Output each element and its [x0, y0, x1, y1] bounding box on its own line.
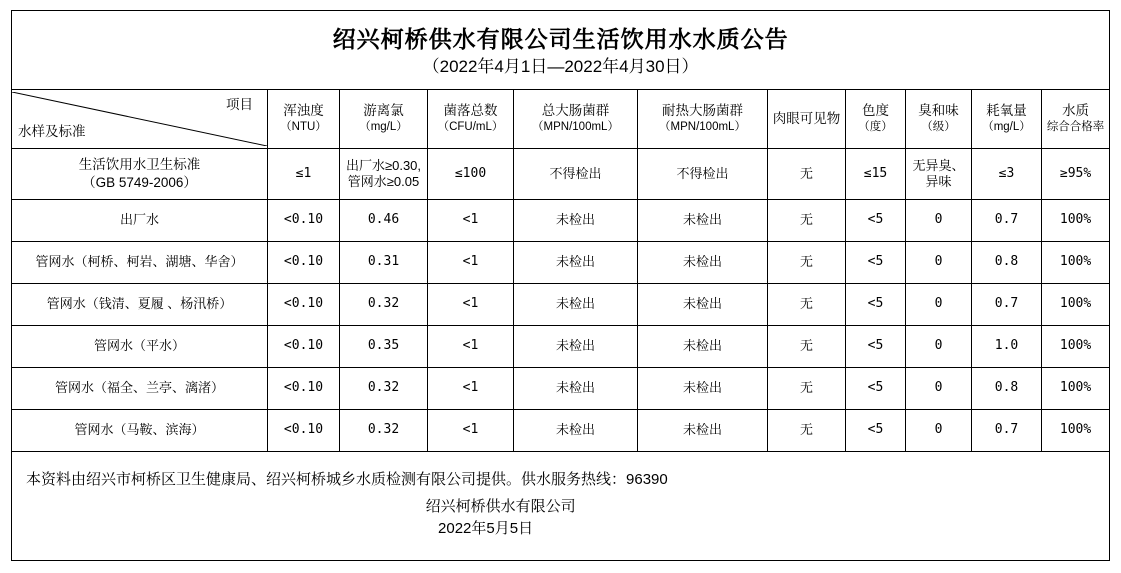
report-title-cell [12, 11, 1110, 56]
cell-oxygen-consumption: 0.7 [972, 410, 1042, 452]
cell-total-coliform: 未检出 [514, 368, 638, 410]
footer-cell [12, 452, 1110, 561]
header-sample-label: 水样及标准 [18, 124, 86, 140]
cell-turbidity: <0.10 [268, 200, 340, 242]
table-row [12, 284, 1110, 326]
header-col-unit: 综合合格率 [1046, 121, 1105, 134]
cell-odor-taste: 0 [906, 284, 972, 326]
header-col-name: 总大肠菌群 [541, 103, 610, 119]
table-row [12, 368, 1110, 410]
cell-turbidity: <0.10 [268, 284, 340, 326]
cell-visible-matter: 无 [768, 368, 846, 410]
cell-turbidity: <0.10 [268, 410, 340, 452]
cell-odor-taste: 0 [906, 368, 972, 410]
cell-standard-chroma: ≤15 [846, 149, 906, 200]
header-col-name: 水质 [1062, 103, 1090, 119]
row-label: 管网水（马鞍、滨海） [12, 410, 268, 452]
cell-turbidity: <0.10 [268, 368, 340, 410]
cell-colony-count: <1 [428, 200, 514, 242]
standard-name: 生活饮用水卫生标准 [78, 157, 201, 173]
cell-colony-count: <1 [428, 284, 514, 326]
cell-standard-turbidity: ≤1 [268, 149, 340, 200]
cell-pass-rate: 100% [1042, 242, 1110, 284]
header-col-unit: （mg/L） [982, 121, 1031, 134]
cell-oxygen-consumption: 0.7 [972, 284, 1042, 326]
row-label: 管网水（平水） [12, 326, 268, 368]
table-row [12, 149, 1110, 200]
cell-total-coliform: 未检出 [514, 200, 638, 242]
cell-visible-matter: 无 [768, 284, 846, 326]
header-corner-cell [12, 90, 268, 149]
cell-total-coliform: 未检出 [514, 242, 638, 284]
cell-pass-rate: 100% [1042, 284, 1110, 326]
header-col-unit: （mg/L） [359, 121, 408, 134]
subtitle-row [12, 56, 1110, 90]
cell-standard-colony-count: ≤100 [428, 149, 514, 200]
cell-chroma: <5 [846, 326, 906, 368]
cell-thermotolerant-coliform: 未检出 [638, 368, 768, 410]
cell-chroma: <5 [846, 200, 906, 242]
cell-standard-oxygen-consumption: ≤3 [972, 149, 1042, 200]
cell-pass-rate: 100% [1042, 326, 1110, 368]
cell-standard-total-coliform: 不得检出 [514, 149, 638, 200]
table-row [12, 200, 1110, 242]
cell-free-chlorine: 0.35 [340, 326, 428, 368]
row-label: 管网水（钱清、夏履 、杨汛桥） [12, 284, 268, 326]
header-col-unit: （MPN/100mL） [659, 121, 746, 134]
table-row [12, 410, 1110, 452]
header-col-odor-taste [906, 90, 972, 149]
cell-standard-odor-taste: 无异臭、 异味 [906, 149, 972, 200]
cell-pass-rate: 100% [1042, 200, 1110, 242]
header-col-turbidity [268, 90, 340, 149]
cell-standard-free-chlorine: 出厂水≥0.30, 管网水≥0.05 [340, 149, 428, 200]
row-label: 管网水（福全、兰亭、漓渚） [12, 368, 268, 410]
page-subtitle: （2022年4月1日—2022年4月30日） [422, 56, 699, 76]
footer-note: 本资料由绍兴市柯桥区卫生健康局、绍兴柯桥城乡水质检测有限公司提供。供水服务热线：96390 [26, 470, 668, 488]
cell-odor-taste: 0 [906, 200, 972, 242]
cell-visible-matter: 无 [768, 410, 846, 452]
header-col-name: 色度 [862, 103, 889, 119]
cell-odor-taste: 0 [906, 410, 972, 452]
standard-code: （GB 5749-2006） [82, 175, 197, 190]
header-col-chroma [846, 90, 906, 149]
cell-oxygen-consumption: 0.7 [972, 200, 1042, 242]
header-col-name: 浑浊度 [283, 103, 324, 119]
cell-chroma: <5 [846, 242, 906, 284]
cell-colony-count: <1 [428, 242, 514, 284]
cell-oxygen-consumption: 1.0 [972, 326, 1042, 368]
cell-thermotolerant-coliform: 未检出 [638, 326, 768, 368]
cell-total-coliform: 未检出 [514, 410, 638, 452]
cell-chroma: <5 [846, 410, 906, 452]
cell-visible-matter: 无 [768, 242, 846, 284]
cell-pass-rate: 100% [1042, 368, 1110, 410]
page-title: 绍兴柯桥供水有限公司生活饮用水水质公告 [332, 26, 789, 52]
header-col-thermotolerant-coliform [638, 90, 768, 149]
cell-turbidity: <0.10 [268, 326, 340, 368]
header-col-name: 菌落总数 [443, 103, 498, 119]
header-col-name: 游离氯 [363, 103, 404, 119]
cell-pass-rate: 100% [1042, 410, 1110, 452]
cell-odor-taste: 0 [906, 242, 972, 284]
cell-thermotolerant-coliform: 未检出 [638, 242, 768, 284]
cell-total-coliform: 未检出 [514, 284, 638, 326]
header-col-oxygen-consumption [972, 90, 1042, 149]
cell-thermotolerant-coliform: 未检出 [638, 284, 768, 326]
header-col-name: 耗氧量 [986, 103, 1027, 119]
table-row [12, 326, 1110, 368]
cell-oxygen-consumption: 0.8 [972, 242, 1042, 284]
row-label-standard [12, 149, 268, 200]
water-quality-table [11, 10, 1110, 561]
header-col-overall-pass-rate [1042, 90, 1110, 149]
header-col-colony-count [428, 90, 514, 149]
footer-date: 2022年5月5日 [438, 520, 534, 538]
cell-free-chlorine: 0.46 [340, 200, 428, 242]
cell-turbidity: <0.10 [268, 242, 340, 284]
cell-total-coliform: 未检出 [514, 326, 638, 368]
header-col-visible-matter [768, 90, 846, 149]
row-label: 管网水（柯桥、柯岩、湖塘、华舍） [12, 242, 268, 284]
title-row [12, 11, 1110, 56]
header-col-unit: （NTU） [280, 121, 327, 134]
header-item-label: 项目 [226, 97, 253, 112]
header-col-name: 耐热大肠菌群 [662, 103, 743, 119]
cell-thermotolerant-coliform: 未检出 [638, 410, 768, 452]
header-col-unit: （度） [858, 121, 893, 134]
row-label: 出厂水 [12, 200, 268, 242]
footer-row [12, 452, 1110, 561]
header-col-unit: （MPN/100mL） [532, 121, 619, 134]
cell-oxygen-consumption: 0.8 [972, 368, 1042, 410]
cell-colony-count: <1 [428, 368, 514, 410]
cell-colony-count: <1 [428, 326, 514, 368]
header-col-name: 臭和味 [918, 103, 959, 119]
report-subtitle-cell [12, 56, 1110, 90]
water-quality-report-page [0, 10, 1121, 573]
cell-free-chlorine: 0.31 [340, 242, 428, 284]
cell-thermotolerant-coliform: 未检出 [638, 200, 768, 242]
table-header-row [12, 90, 1110, 149]
header-col-unit: （CFU/mL） [437, 121, 504, 134]
cell-standard-visible-matter: 无 [768, 149, 846, 200]
header-col-unit: （级） [921, 121, 956, 134]
cell-visible-matter: 无 [768, 326, 846, 368]
cell-standard-pass-rate: ≥95% [1042, 149, 1110, 200]
cell-visible-matter: 无 [768, 200, 846, 242]
cell-free-chlorine: 0.32 [340, 410, 428, 452]
footer-company: 绍兴柯桥供水有限公司 [425, 497, 576, 515]
header-col-name: 肉眼可见物 [772, 110, 841, 126]
cell-free-chlorine: 0.32 [340, 368, 428, 410]
cell-odor-taste: 0 [906, 326, 972, 368]
cell-standard-thermotolerant-coliform: 不得检出 [638, 149, 768, 200]
header-col-total-coliform [514, 90, 638, 149]
cell-colony-count: <1 [428, 410, 514, 452]
cell-free-chlorine: 0.32 [340, 284, 428, 326]
cell-chroma: <5 [846, 284, 906, 326]
table-row [12, 242, 1110, 284]
cell-chroma: <5 [846, 368, 906, 410]
header-col-free-chlorine [340, 90, 428, 149]
